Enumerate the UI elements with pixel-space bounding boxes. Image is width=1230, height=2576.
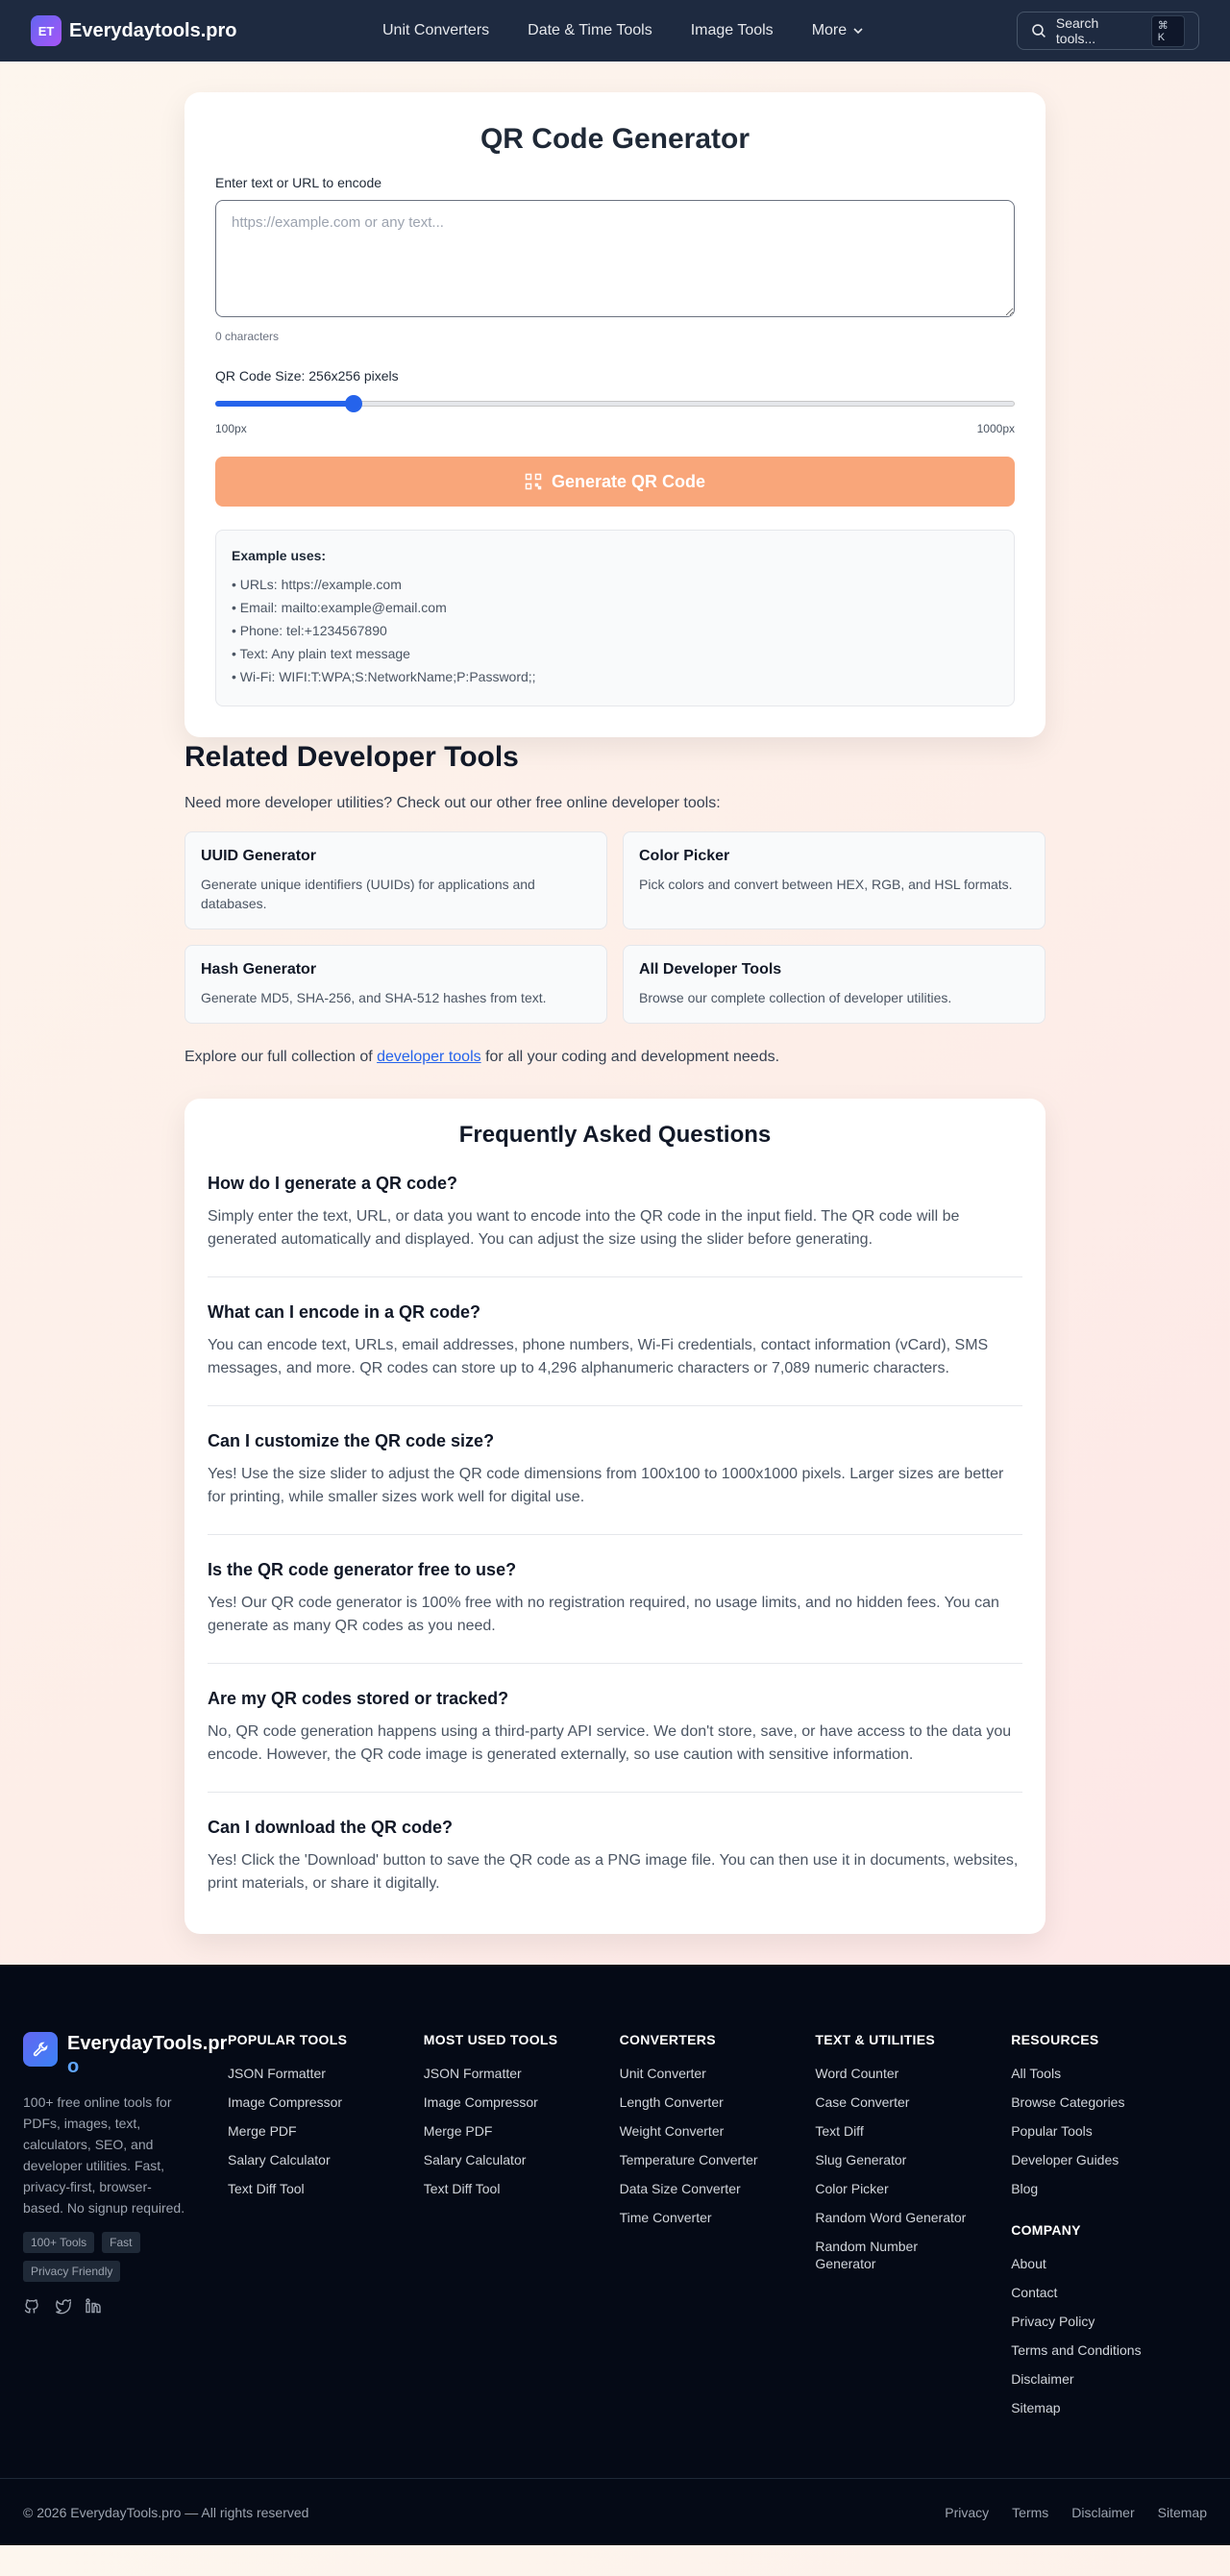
faq-answer: Yes! Our QR code generator is 100% free with no registration required, no usage limits, and no hidden fees. You can generate as many QR codes as you need.	[208, 1595, 999, 1634]
nav-more-label: More	[811, 22, 848, 38]
tile-all-developer-tools[interactable]	[623, 945, 1046, 1024]
faq-answer: No, QR code generation happens using a third-party API service. We don't store, save, or have access to the data you encode. However, the QR code image is generated externally, so use caution with sensitive information.	[208, 1723, 1012, 1763]
faq-item	[208, 1560, 1022, 1664]
footer-link[interactable]: Random Number Generator	[815, 2239, 918, 2271]
footer-brand	[23, 2032, 228, 2428]
logo[interactable]	[31, 15, 237, 46]
footer-link[interactable]: Popular Tools	[1011, 2123, 1093, 2139]
nav-more[interactable]	[812, 22, 864, 39]
footer-link[interactable]: JSON Formatter	[228, 2066, 326, 2081]
footer-link[interactable]: Length Converter	[619, 2094, 724, 2110]
slider-labels	[215, 422, 1015, 435]
list-item: • Text: Any plain text message	[232, 646, 410, 661]
search-shortcut: ⌘ K	[1151, 15, 1185, 47]
site-footer	[0, 1965, 1230, 2545]
footer-link[interactable]: Privacy Policy	[1011, 2314, 1095, 2329]
tile-title: All Developer Tools	[639, 961, 782, 978]
input-label: Enter text or URL to encode	[215, 175, 382, 190]
list-item: • Phone: tel:+1234567890	[232, 623, 387, 638]
faq-item	[208, 1302, 1022, 1406]
github-icon[interactable]	[23, 2297, 40, 2315]
footer-link[interactable]: About	[1011, 2256, 1046, 2271]
footer-col-title: POPULAR TOOLS	[228, 2032, 348, 2047]
footer-bottom-bar	[0, 2478, 1230, 2545]
footer-link[interactable]: Slug Generator	[815, 2152, 907, 2167]
char-count: 0 characters	[215, 330, 280, 343]
generate-label: Generate QR Code	[551, 471, 706, 491]
footer-link[interactable]: Text Diff	[815, 2123, 864, 2139]
footer-columns	[23, 2032, 1207, 2428]
footer-col-converters	[620, 2032, 816, 2428]
logo-badge: ET	[31, 15, 62, 46]
faq-question: Can I download the QR code?	[208, 1818, 454, 1837]
footer-col-title: COMPANY	[1011, 2222, 1081, 2238]
tile-title: Hash Generator	[201, 961, 317, 978]
nav-image-tools[interactable]: Image Tools	[690, 22, 774, 38]
linkedin-icon[interactable]	[85, 2297, 102, 2315]
footer-link[interactable]: Developer Guides	[1011, 2152, 1119, 2167]
footer-description: 100+ free online tools for PDFs, images, text, calculators, SEO, and developer utilities. Fast, privacy-first, browser-based. No signup required.	[23, 2094, 185, 2216]
list-item: • URLs: https://example.com	[232, 577, 402, 592]
footer-bottom-link[interactable]: Terms	[1012, 2504, 1049, 2520]
footer-col-resources	[1011, 2032, 1207, 2428]
slider-thumb[interactable]	[345, 395, 362, 412]
qr-code-icon	[525, 473, 542, 490]
wrench-icon	[23, 2032, 58, 2067]
slider-fill	[215, 401, 354, 407]
footer-col-popular	[228, 2032, 424, 2428]
footer-link[interactable]: JSON Formatter	[423, 2066, 522, 2081]
footer-brand-main: EverydayTools.pr	[67, 2033, 228, 2054]
nav-date-time-tools[interactable]: Date & Time Tools	[528, 22, 652, 38]
footer-link[interactable]: Weight Converter	[619, 2123, 725, 2139]
related-tools-section	[184, 741, 1046, 1066]
footer-col-title: TEXT & UTILITIES	[815, 2032, 935, 2047]
footer-brand-accent: o	[67, 2056, 80, 2077]
footer-link[interactable]: Unit Converter	[619, 2066, 706, 2081]
tile-desc: Generate unique identifiers (UUIDs) for applications and databases.	[201, 877, 535, 911]
tile-uuid-generator[interactable]	[184, 831, 607, 929]
faq-question: How do I generate a QR code?	[208, 1174, 458, 1193]
faq-question: What can I encode in a QR code?	[208, 1302, 481, 1322]
footer-link[interactable]: Case Converter	[815, 2094, 910, 2110]
list-item: • Email: mailto:example@email.com	[232, 600, 447, 615]
site-header	[0, 0, 1230, 62]
related-grid	[184, 831, 1046, 1024]
tile-hash-generator[interactable]	[184, 945, 607, 1024]
footer-link[interactable]: Temperature Converter	[619, 2152, 758, 2167]
qr-generator-card	[184, 92, 1046, 737]
footer-logo[interactable]	[23, 2032, 228, 2078]
footer-link[interactable]: Image Compressor	[228, 2094, 343, 2110]
footer-link[interactable]: Salary Calculator	[423, 2152, 527, 2167]
tile-color-picker[interactable]	[623, 831, 1046, 929]
tag: 100+ Tools	[23, 2232, 94, 2253]
footer-bottom-link[interactable]: Sitemap	[1157, 2504, 1207, 2520]
slider-min-label: 100px	[215, 422, 247, 435]
explore-before: Explore our full collection of	[184, 1049, 378, 1065]
examples-box	[215, 530, 1015, 706]
search-label: Search tools...	[1055, 15, 1099, 46]
copyright: © 2026 EverydayTools.pro — All rights reserved	[23, 2504, 309, 2520]
footer-bottom-link[interactable]: Privacy	[945, 2504, 990, 2520]
logo-text: Everydaytools.pro	[69, 19, 237, 41]
footer-link[interactable]: Sitemap	[1011, 2400, 1061, 2415]
examples-list	[232, 573, 998, 688]
generate-button[interactable]	[215, 457, 1015, 507]
faq-item	[208, 1689, 1022, 1793]
footer-bottom-links	[945, 2505, 1207, 2520]
tile-title: Color Picker	[639, 848, 730, 864]
examples-title: Example uses:	[232, 548, 327, 563]
footer-col-text-utilities	[815, 2032, 1011, 2428]
related-title: Related Developer Tools	[184, 741, 519, 773]
size-slider[interactable]	[215, 393, 1015, 412]
faq-answer: You can encode text, URLs, email addresses, phone numbers, Wi-Fi credentials, contact information (vCard), SMS messages, and more. QR codes can store up to 4,296 alphanumeric characters or 7,089 numeric characters.	[208, 1337, 989, 1376]
tile-desc: Pick colors and convert between HEX, RGB, and HSL formats.	[639, 877, 1013, 892]
tag: Privacy Friendly	[23, 2261, 120, 2282]
faq-question: Can I customize the QR code size?	[208, 1431, 495, 1450]
footer-link[interactable]: Merge PDF	[423, 2123, 493, 2139]
page-title: QR Code Generator	[480, 123, 750, 155]
tag: Fast	[102, 2232, 139, 2253]
faq-answer: Yes! Click the 'Download' button to save the QR code as a PNG image file. You can then use it in documents, websites, print materials, or share it digitally.	[208, 1852, 1019, 1892]
qr-text-input[interactable]	[215, 200, 1015, 317]
tile-desc: Browse our complete collection of developer utilities.	[639, 990, 952, 1005]
search-button[interactable]	[1017, 12, 1199, 50]
faq-question: Is the QR code generator free to use?	[208, 1560, 517, 1579]
faq-item	[208, 1818, 1022, 1915]
tile-desc: Generate MD5, SHA-256, and SHA-512 hashes from text.	[201, 990, 547, 1005]
faq-answer: Simply enter the text, URL, or data you want to encode into the QR code in the input field. The QR code will be generated automatically and displayed. You can adjust the size using the slider before generating.	[208, 1208, 960, 1248]
main-nav	[382, 0, 864, 62]
footer-col-title: RESOURCES	[1011, 2032, 1099, 2047]
faq-title: Frequently Asked Questions	[458, 1122, 772, 1148]
footer-link[interactable]: All Tools	[1011, 2066, 1062, 2081]
tile-title: UUID Generator	[201, 848, 317, 864]
footer-link[interactable]: Text Diff Tool	[423, 2181, 501, 2196]
footer-link[interactable]: Image Compressor	[423, 2094, 538, 2110]
slider-max-label: 1000px	[976, 422, 1015, 435]
twitter-icon[interactable]	[54, 2297, 71, 2315]
footer-bottom-link[interactable]: Disclaimer	[1071, 2504, 1135, 2520]
size-label: QR Code Size: 256x256 pixels	[215, 368, 399, 384]
footer-link[interactable]: Contact	[1011, 2285, 1058, 2300]
footer-link[interactable]: Time Converter	[619, 2210, 712, 2225]
footer-link[interactable]: Color Picker	[815, 2181, 889, 2196]
search-icon	[1031, 23, 1046, 38]
list-item: • Wi-Fi: WIFI:T:WPA;S:NetworkName;P:Password;;	[232, 669, 536, 684]
explore-text	[184, 1049, 1046, 1066]
footer-col-title: MOST USED TOOLS	[423, 2032, 558, 2047]
footer-tags	[23, 2232, 186, 2282]
social-links	[23, 2297, 228, 2315]
footer-link[interactable]: Text Diff Tool	[228, 2181, 305, 2196]
footer-col-most-used	[424, 2032, 620, 2428]
footer-link[interactable]: Browse Categories	[1011, 2094, 1125, 2110]
faq-section	[184, 1099, 1046, 1934]
footer-link[interactable]: Data Size Converter	[619, 2181, 741, 2196]
footer-link[interactable]: Random Word Generator	[815, 2210, 967, 2225]
footer-link[interactable]: Word Counter	[815, 2066, 899, 2081]
footer-link[interactable]: Merge PDF	[228, 2123, 297, 2139]
footer-col-title: CONVERTERS	[619, 2032, 716, 2047]
nav-unit-converters[interactable]: Unit Converters	[382, 22, 490, 38]
footer-link[interactable]: Blog	[1011, 2181, 1039, 2196]
faq-item	[208, 1431, 1022, 1535]
developer-tools-link[interactable]: developer tools	[377, 1049, 481, 1065]
footer-brand-name	[67, 2032, 228, 2078]
footer-link[interactable]: Terms and Conditions	[1011, 2342, 1142, 2358]
related-intro: Need more developer utilities? Check out our other free online developer tools:	[184, 795, 721, 811]
faq-answer: Yes! Use the size slider to adjust the QR code dimensions from 100x100 to 1000x1000 pixels. Larger sizes are better for printing, while smaller sizes work well for digital use.	[208, 1466, 1004, 1505]
faq-question: Are my QR codes stored or tracked?	[208, 1689, 509, 1708]
footer-link[interactable]: Disclaimer	[1011, 2371, 1074, 2387]
chevron-down-icon	[852, 25, 864, 37]
faq-item	[208, 1174, 1022, 1277]
explore-after: for all your coding and development needs.	[480, 1049, 780, 1065]
footer-link[interactable]: Salary Calculator	[228, 2152, 331, 2167]
